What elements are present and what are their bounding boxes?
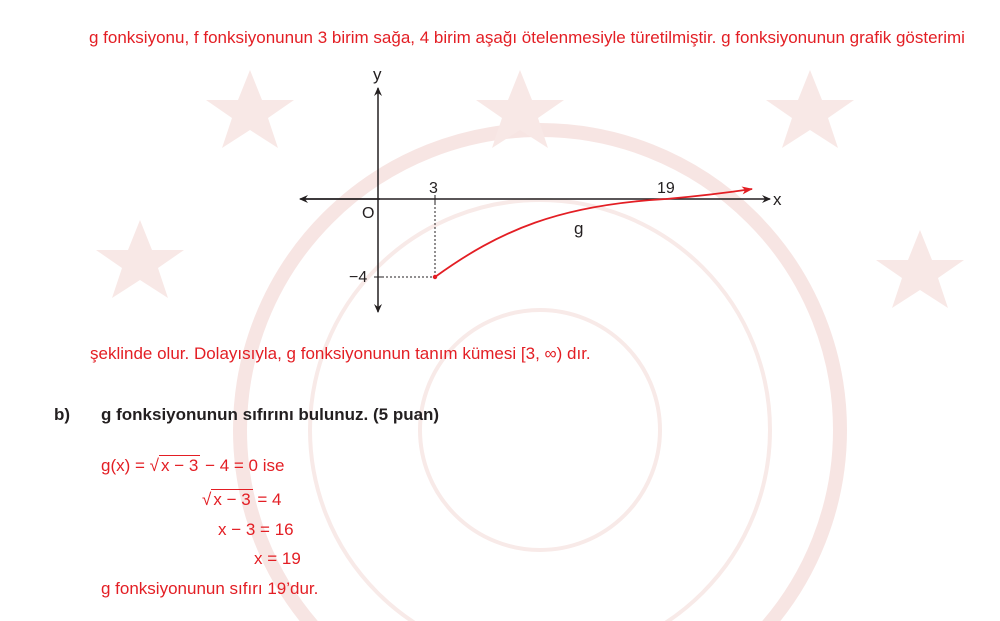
curve-label-g: g — [574, 219, 584, 238]
sqrt-sign: √ — [202, 490, 212, 509]
solution-line-3: x − 3 = 16 — [218, 520, 294, 539]
solution-line-1-radicand: x − 3 — [161, 456, 199, 475]
start-point — [433, 275, 437, 279]
origin-label: O — [362, 205, 375, 222]
solution-conclusion: g fonksiyonunun sıfırı 19’dur. — [101, 579, 319, 598]
question-marker: b) — [54, 405, 71, 424]
solution-line-1-suffix: − 4 = 0 ise — [200, 456, 285, 475]
x-tick-label-3: 3 — [429, 180, 438, 197]
solution-line-4: x = 19 — [254, 549, 301, 568]
x-tick-label-19: 19 — [657, 180, 675, 197]
solution-line-2-radicand: x − 3 — [213, 490, 251, 509]
solution-line-1 — [101, 456, 284, 476]
intro-paragraph: g fonksiyonu, f fonksiyonunun 3 birim sağa, 4 birim aşağı ötelenmesiyle türetilmiştir. g fonksiyonunun grafik gösterimi — [89, 28, 965, 47]
y-tick-label-neg4: −4 — [349, 269, 368, 286]
y-axis-label: y — [373, 65, 382, 84]
curve-g — [435, 189, 752, 277]
question-text: g fonksiyonunun sıfırını bulunuz. (5 puan) — [101, 405, 440, 424]
graph-conclusion: şeklinde olur. Dolayısıyla, g fonksiyonunun tanım kümesi [3, ∞) dır. — [90, 344, 591, 363]
solution-line-1-prefix: g(x) = — [101, 456, 150, 475]
solution-line-2-suffix: = 4 — [252, 490, 282, 509]
x-axis-label: x — [773, 190, 782, 209]
solution-line-2 — [202, 490, 282, 510]
sqrt-sign: √ — [149, 456, 159, 475]
